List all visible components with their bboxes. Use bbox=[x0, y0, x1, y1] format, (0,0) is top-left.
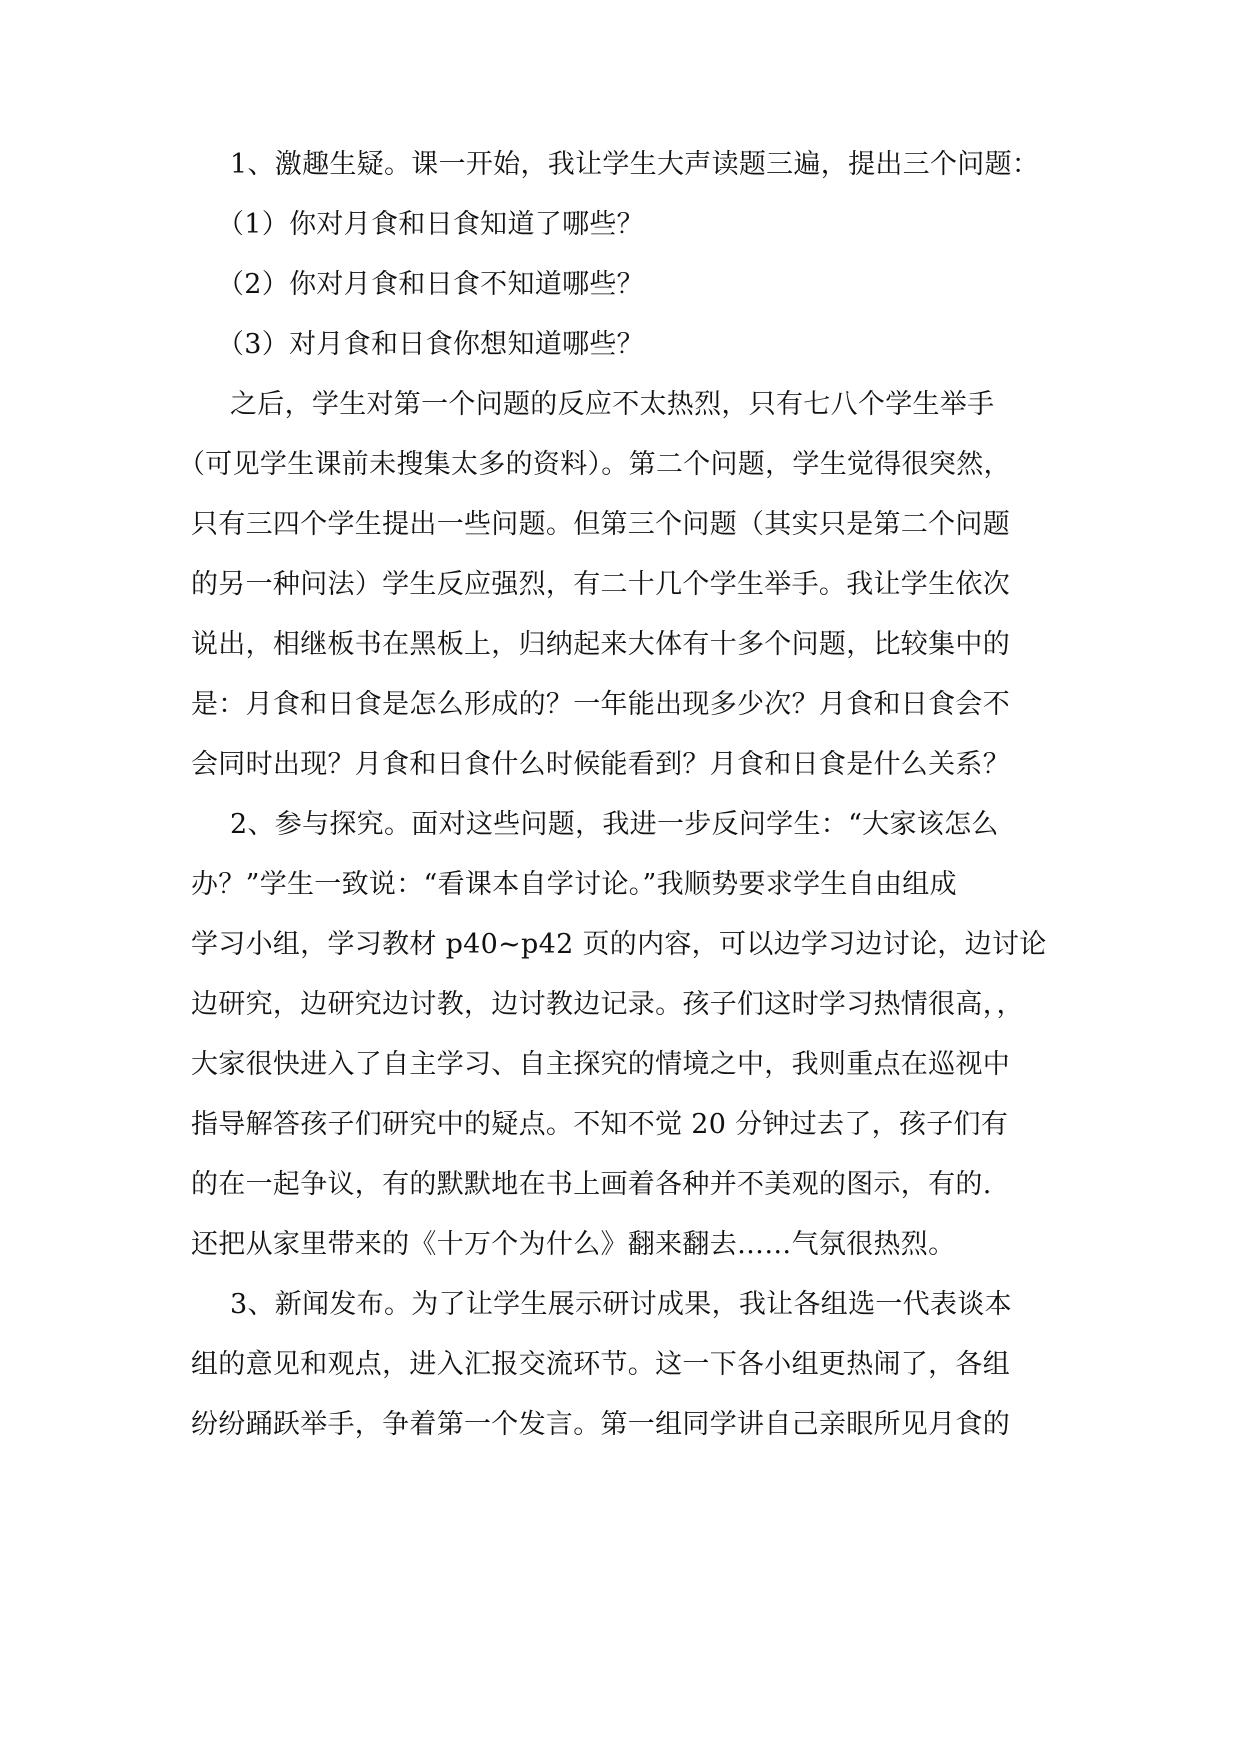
paragraph-2-line-5: 说出，相继板书在黑板上，归纳起来大体有十多个问题，比较集中的 bbox=[191, 629, 1010, 660]
paragraph-3-line-4: 边研究，边研究边讨教，边讨教边记录。孩子们这时学习热情很高，， bbox=[191, 989, 1024, 1020]
paragraph-2-line-7: 会同时出现？月食和日食什么时候能看到？月食和日食是什么关系？ bbox=[191, 749, 1010, 780]
paragraph-3-line-5: 大家很快进入了自主学习、自主探究的情境之中，我则重点在巡视中 bbox=[191, 1049, 1010, 1080]
question-2: （2）你对月食和日食不知道哪些？ bbox=[217, 269, 644, 300]
paragraph-2-line-6: 是：月食和日食是怎么形成的？一年能出现多少次？月食和日食会不 bbox=[191, 689, 1010, 720]
paragraph-3-line-2: 办？”学生一致说：“看课本自学讨论。”我顺势要求学生自由组成 bbox=[191, 869, 957, 900]
paragraph-2-line-3: 只有三四个学生提出一些问题。但第三个问题（其实只是第二个问题 bbox=[191, 509, 1010, 540]
paragraph-2-line-4: 的另一种问法）学生反应强烈，有二十几个学生举手。我让学生依次 bbox=[191, 569, 1010, 600]
paragraph-4-line-2: 组的意见和观点，进入汇报交流环节。这一下各小组更热闹了，各组 bbox=[191, 1349, 1010, 1380]
paragraph-3-line-1: 2、参与探究。面对这些问题，我进一步反问学生：“大家该怎么 bbox=[230, 809, 999, 840]
question-3: （3）对月食和日食你想知道哪些？ bbox=[217, 329, 644, 360]
paragraph-3-line-3: 学习小组，学习教材 p40~p42 页的内容，可以边学习边讨论，边讨论 bbox=[191, 929, 1047, 960]
paragraph-1-line-1: 1、激趣生疑。课一开始，我让学生大声读题三遍，提出三个问题： bbox=[230, 149, 1040, 180]
paragraph-4-line-1: 3、新闻发布。为了让学生展示研讨成果，我让各组选一代表谈本 bbox=[230, 1289, 1012, 1320]
paragraph-3-line-7: 的在一起争议，有的默默地在书上画着各种并不美观的图示，有的. bbox=[191, 1169, 992, 1200]
paragraph-2-line-2: （可见学生课前未搜集太多的资料）。第二个问题，学生觉得很突然， bbox=[178, 449, 1011, 480]
paragraph-3-line-6: 指导解答孩子们研究中的疑点。不知不觉 20 分钟过去了，孩子们有 bbox=[191, 1109, 1009, 1140]
paragraph-3-line-8: 还把从家里带来的《十万个为什么》翻来翻去……气氛很热烈。 bbox=[191, 1229, 956, 1260]
paragraph-4-line-3: 纷纷踊跃举手，争着第一个发言。第一组同学讲自己亲眼所见月食的 bbox=[191, 1409, 1010, 1440]
question-1: （1）你对月食和日食知道了哪些？ bbox=[217, 209, 644, 240]
paragraph-2-line-1: 之后，学生对第一个问题的反应不太热烈，只有七八个学生举手 bbox=[230, 389, 995, 420]
